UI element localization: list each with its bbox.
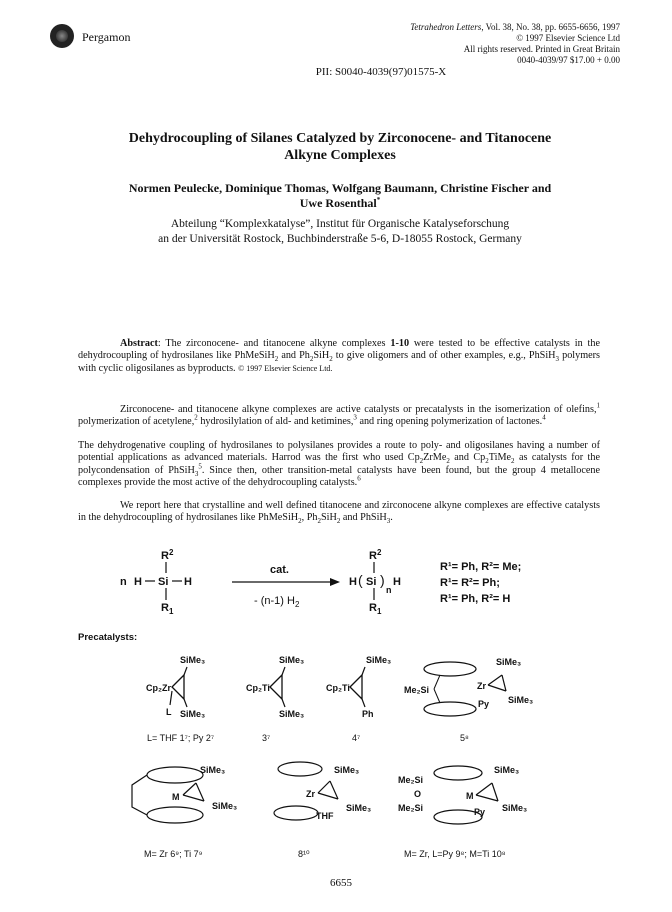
metal-m-label: M	[466, 791, 474, 801]
metal-m-label: M	[172, 792, 180, 802]
reactant-r2: $R^2$	[161, 548, 174, 562]
sime3-label: SiMe₃	[494, 765, 520, 775]
catalyst-label: cat.	[270, 564, 289, 576]
abstract-copyright: © 1997 Elsevier Science Ltd.	[238, 363, 333, 373]
substituent-set-3: R¹= Ph, R²= H	[440, 593, 511, 605]
reactant-si: Si	[158, 576, 169, 588]
article-title	[90, 130, 590, 164]
zr-label: Zr	[477, 681, 486, 691]
sime3-label: SiMe₃	[180, 655, 206, 665]
compound-1-2	[146, 655, 214, 743]
price-line: 0040-4039/97 $17.00 + 0.00	[517, 55, 620, 65]
product-h-left: H	[349, 576, 357, 588]
publisher-name: Pergamon	[82, 30, 131, 44]
cp2ti-label: Cp₂Ti	[326, 683, 350, 693]
journal-volume: , Vol. 38, No. 38, pp. 6655-6656, 1997	[481, 22, 620, 32]
para-text: polymerization of acetylene,	[78, 416, 195, 428]
sime3-label: SiMe₃	[212, 801, 238, 811]
abstract-label: Abstract	[120, 338, 158, 349]
paragraph-intro: Zirconocene- and titanocene alkyne complexes are active catalysts or precatalysts in the isomerization of olefins,$^1$ polymerization of acetylene,$^2$ hydrosilylation of ald- and ketimines,$^3$ and ring opening polymerization of lactones.$^4$	[78, 401, 600, 428]
cp2ti-label: Cp₂Ti	[246, 683, 270, 693]
compound-9-10	[398, 765, 527, 859]
citation-meta	[410, 22, 620, 66]
sime3-label: SiMe₃	[496, 657, 522, 667]
sime3-label: SiMe₃	[334, 765, 360, 775]
compound-6-7-label: M= Zr 6⁹; Ti 7⁹	[144, 849, 203, 859]
substituent-set-2: R¹= R²= Ph;	[440, 577, 500, 589]
compound-5-label: 5⁸	[460, 733, 469, 743]
abstract-text: were tested to be effective catalysts in the dehydrocoupling of hydrosilanes like PhMeSiH	[78, 338, 600, 362]
compound-range: 1-10	[390, 338, 410, 349]
para-text: ZrMe	[423, 452, 447, 464]
byproduct-label: - (n-1) $H_2$	[254, 595, 300, 609]
abstract-text: polymers with cyclic oligosilanes as byproducts.	[78, 350, 601, 374]
para-text: and ring opening polymerization of lactones.	[356, 416, 543, 428]
sime3-label: SiMe₃	[200, 765, 226, 775]
abstract: Abstract: The zirconocene- and titanocene alkyne complexes 1-10 were tested to be effective catalysts in the dehydrocoupling of hydrosilanes like PhMeSiH$_2$ and $Ph_2SiH_2$ to give oligomers and of other examples, e.g., PhSiH$_3$ polymers with cyclic oligosilanes as byproducts. © 1997 Elsevier Science Ltd.	[78, 338, 601, 374]
cp2zr-label: Cp₂Zr	[146, 683, 171, 693]
reaction-scheme	[0, 540, 672, 630]
page-number: 6655	[330, 877, 352, 889]
product-r1: $R_1$	[369, 602, 382, 616]
authors-line-1: Normen Peulecke, Dominique Thomas, Wolfgang Baumann, Christine Fischer and	[128, 181, 552, 195]
compound-1-2-label: L= THF 1⁷; Py 2⁷	[147, 733, 215, 743]
corresponding-mark: *	[376, 196, 381, 204]
phenyl-label: Ph	[362, 709, 374, 719]
substituent-set-1: R¹= Ph, R²= Me;	[440, 561, 522, 573]
compound-4	[326, 655, 391, 743]
para-text: TiMe	[488, 452, 512, 464]
compound-8-label: 8¹⁰	[298, 849, 310, 859]
title-line-2: Alkyne Complexes	[284, 148, 396, 163]
product-h-right: H	[393, 576, 401, 588]
para-text: . Since then, other transition-metal catalysts have been found, but the group 4 metallocene complexes provide the most active of the dehydrocoupling catalysts.	[78, 464, 601, 489]
compound-9-10-label: M= Zr, L=Py 9⁸; M=Ti 10⁸	[404, 849, 506, 859]
sime3-label: SiMe₃	[508, 695, 534, 705]
abstract-text: and Ph	[278, 350, 310, 362]
para-text: The dehydrogenative coupling of hydrosilanes to polysilanes provides a route to poly- and oligosilanes having a number of potential applications as advanced materials. Harrod was the first who used Cp	[78, 440, 600, 464]
thf-label: THF	[316, 811, 334, 821]
sime3-label: SiMe₃	[346, 803, 372, 813]
sime3-label: SiMe₃	[180, 709, 206, 719]
para-text: .	[390, 512, 393, 524]
compound-8	[274, 762, 371, 859]
reactant-n: n	[120, 576, 127, 588]
abstract-text: SiH	[313, 350, 330, 362]
precatalyst-structures	[0, 645, 672, 870]
pyridine-label: Py	[474, 807, 486, 817]
para-text: Zirconocene- and titanocene alkyne complexes are active catalysts or precatalysts in the isomerization of olefins,	[120, 404, 597, 415]
authors-line-2: Uwe Rosenthal	[299, 196, 377, 210]
publisher-logo	[50, 24, 74, 48]
compound-3-label: 3⁷	[262, 733, 271, 743]
product-paren-close: )	[380, 572, 385, 588]
sime3-label: SiMe₃	[279, 709, 305, 719]
reactant-r1: $R_1$	[161, 602, 174, 616]
abstract-text: : The zirconocene- and titanocene alkyne complexes	[157, 338, 391, 349]
product-n: n	[386, 585, 392, 595]
sime3-label: SiMe₃	[279, 655, 305, 665]
sime3-label: SiMe₃	[502, 803, 528, 813]
ligand-l: L	[166, 707, 172, 717]
affiliation	[90, 217, 590, 247]
rights-line: All rights reserved. Printed in Great Britain	[463, 44, 620, 54]
author-list	[90, 181, 590, 211]
para-text: hydrosilylation of ald- and ketimines,	[197, 416, 354, 428]
journal-name: Tetrahedron Letters	[410, 22, 482, 32]
title-line-1: Dehydrocoupling of Silanes Catalyzed by Zirconocene- and Titanocene	[128, 131, 552, 146]
para-text: SiH	[321, 512, 337, 524]
para-text: We report here that crystalline and well defined titanocene and zirconocene alkyne complexes are effective catalysts in the dehydrocoupling of hydrosilanes like PhMeSiH	[78, 500, 600, 524]
oxygen-label: O	[414, 789, 422, 799]
me2si-label: Me₂Si	[398, 803, 424, 813]
para-text: and Cp	[449, 452, 486, 464]
sime3-label: SiMe₃	[366, 655, 392, 665]
compound-3	[246, 655, 304, 743]
affiliation-line-1: Abteilung “Komplexkatalyse”, Institut für Organische Katalyseforschung	[170, 218, 510, 230]
compound-6-7	[132, 765, 237, 859]
para-text: as catalysts for the polycondensation of PhSiH	[78, 452, 600, 476]
me2si-label: Me₂Si	[398, 775, 424, 785]
reactant-h-right: H	[184, 576, 192, 588]
me2si-label: Me₂Si	[404, 685, 430, 695]
reactant-h-left: H	[134, 576, 142, 588]
paragraph-dehydrocoupling: The dehydrogenative coupling of hydrosilanes to polysilanes provides a route to poly- and oligosilanes having a number of potential applications as advanced materials. Harrod was the first who used $Cp_2ZrMe_2$ and $Cp_2TiMe_2$ as catalysts for the polycondensation of PhSiH$_3^5$. Since then, other transition-metal catalysts have been found, but the group 4 metallocene complexes provide the most active of the dehydrocoupling catalysts.$^6$	[78, 440, 601, 489]
pii-line: PII: S0040-4039(97)01575-X	[315, 66, 447, 78]
para-text: and PhSiH	[340, 512, 387, 524]
para-text: , Ph	[301, 512, 318, 524]
pyridine-label: Py	[478, 699, 490, 709]
product-r2: $R^2$	[369, 548, 382, 562]
precatalysts-heading: Precatalysts:	[78, 632, 138, 643]
product-si: Si	[366, 576, 377, 588]
abstract-text: to give oligomers and of other examples, e.g., PhSiH	[332, 350, 556, 362]
product-paren-open: (	[358, 572, 363, 588]
compound-5	[404, 657, 533, 743]
paragraph-report: We report here that crystalline and well defined titanocene and zirconocene alkyne complexes are effective catalysts in the dehydrocoupling of hydrosilanes like PhMeSiH$_2$, $Ph_2SiH_2$ and PhSiH$_3$.	[78, 500, 600, 526]
copyright-line: © 1997 Elsevier Science Ltd	[516, 33, 620, 43]
zr-label: Zr	[306, 789, 315, 799]
affiliation-line-2: an der Universität Rostock, Buchbinderstraße 5-6, D-18055 Rostock, Germany	[158, 233, 522, 245]
compound-4-label: 4⁷	[352, 733, 361, 743]
